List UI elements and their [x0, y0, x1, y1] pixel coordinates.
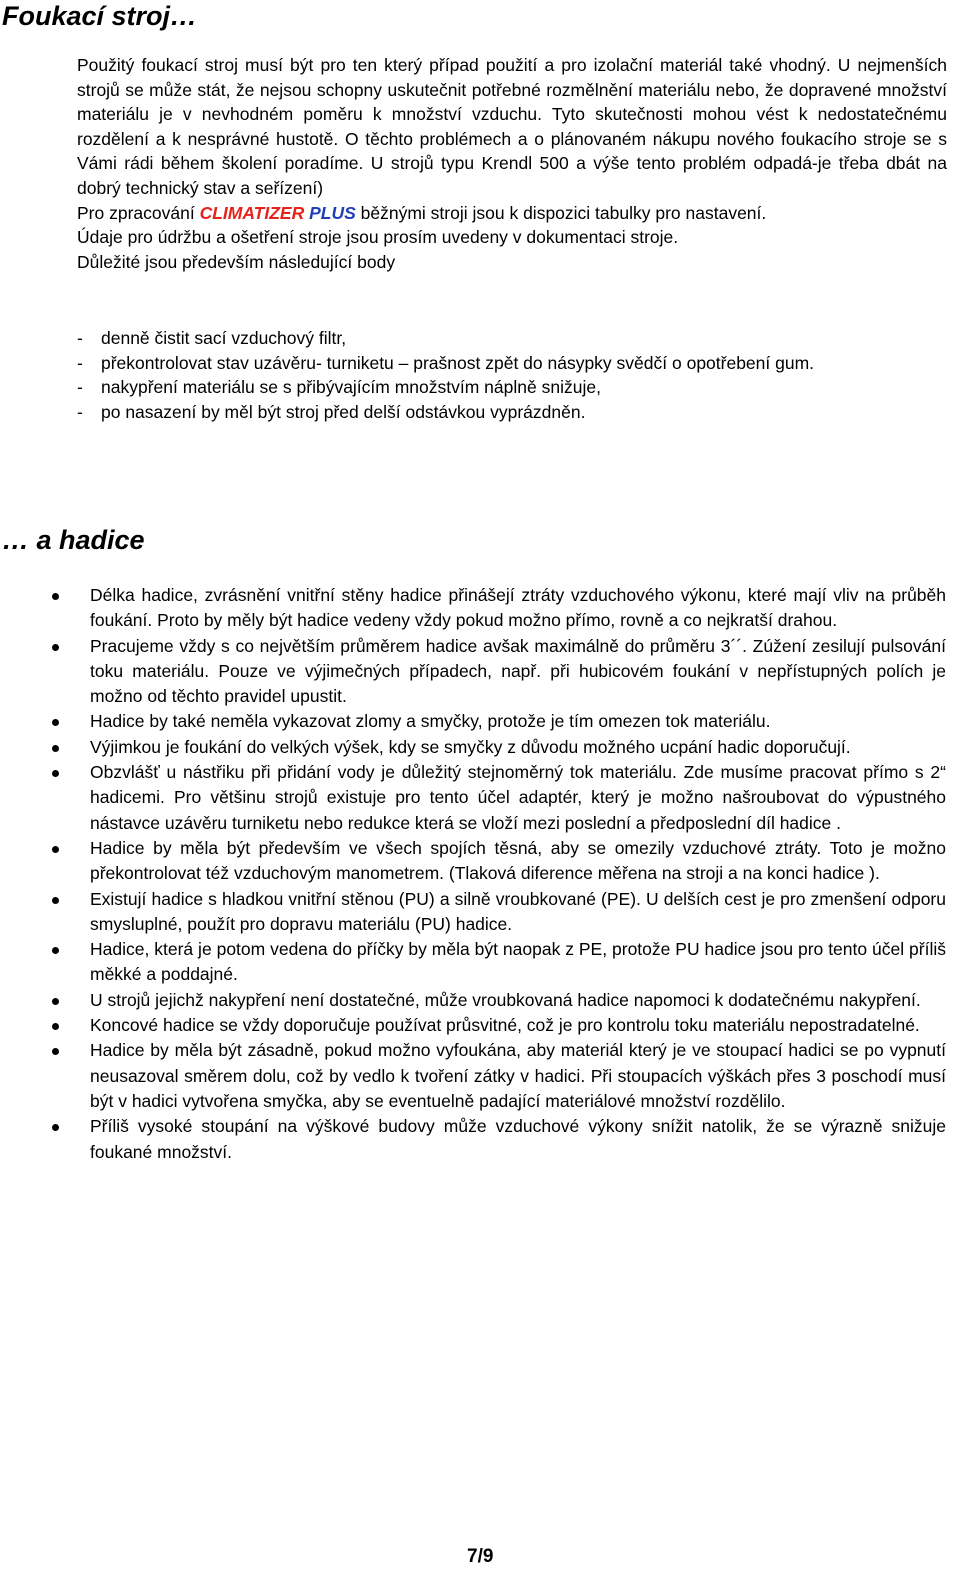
list-item [44, 583, 946, 634]
list-item [44, 760, 946, 836]
bullet-icon [52, 846, 59, 853]
dash-marker: - [77, 401, 83, 422]
list-item [77, 351, 947, 376]
list-item-text: U strojů jejichž nakypření není dostatečné, může vroubkovaná hadice napomoci k dodatečnému nakypření. [90, 989, 921, 1010]
list-item [44, 937, 946, 988]
list-item-text: Pracujeme vždy s co největším průměrem hadice avšak maximálně do průměru 3´´. Zúžení zesilují pulsování toku materiálu. Pouze ve výjimečných případech, např. při hubicovém foukání v nepřístupných polích je možno od těchto pravidel upustit. [90, 635, 946, 707]
intro-text-3: Údaje pro údržbu a ošetření stroje jsou prosím uvedeny v dokumentaci stroje. [77, 227, 679, 248]
bullet-icon [52, 745, 59, 752]
intro-section [77, 53, 947, 274]
key-points-paragraph [77, 250, 947, 275]
list-item-text: Délka hadice, zvrásnění vnitřní stěny hadice přinášejí ztráty vzduchového výkonu, které mají vliv na průběh foukání. Proto by měly být hadice vedeny vždy pokud možno přímo, rovně a co nejkratší drahou. [90, 585, 946, 631]
list-item [77, 375, 947, 400]
list-item [44, 1114, 946, 1165]
bullet-icon [52, 947, 59, 954]
list-item-text: Příliš vysoké stoupání na výškové budovy může vzduchové výkony snížit natolik, že se výrazně snižuje foukané množství. [90, 1116, 946, 1162]
intro-paragraph [77, 53, 947, 201]
brand-name-climatizer: CLIMATIZER [199, 202, 305, 223]
list-item [44, 1038, 946, 1114]
list-item [44, 887, 946, 938]
list-item [77, 400, 947, 425]
maintenance-list [77, 326, 947, 424]
intro-text-4: Důležité jsou především následující body [77, 251, 396, 272]
bullet-icon [52, 1048, 59, 1055]
list-item-text: Hadice by měla být především ve všech spojích těsná, aby se omezily vzduchové ztráty. Toto je možno překontrolovat též vzduchovým manometrem. (Tlaková diference měřena na stroji a na konci hadice ). [90, 837, 946, 884]
maintenance-docs-paragraph [77, 225, 947, 250]
list-item [77, 326, 947, 351]
hose-list [44, 583, 946, 1165]
list-item [44, 988, 946, 1013]
brand-paragraph [77, 201, 947, 226]
list-item [44, 634, 946, 710]
list-item-text: Obzvlášť u nástřiku při přidání vody je důležitý stejnoměrný tok materiálu. Zde musíme pracovat přímo s 2“ hadicemi. Pro většinu strojů existuje pro tento účel adaptér, který je možno našroubovat do výpustného nástavce uzávěru turniketu nebo redukce která se vloží mezi poslední a předposlední díl hadice . [90, 762, 946, 833]
list-item-text: denně čistit sací vzduchový filtr, [101, 328, 347, 348]
bullet-icon [52, 1124, 59, 1131]
list-item [44, 735, 946, 760]
intro-text-2-after: běžnými stroji jsou k dispozici tabulky pro nastavení. [355, 202, 767, 223]
dash-marker: - [77, 377, 83, 398]
bullet-icon [52, 644, 59, 651]
intro-text-1: Použitý foukací stroj musí být pro ten který případ použití a pro izolační materiál také vhodný. U nejmenších strojů se může stát, že nejsou schopny uskutečnit potřebné rozmělnění materiálu nebo, že dopravené množství materiálu je v nevhodném poměru k množství vzduchu. Tyto skutečnosti mohou vést k nedostatečnému rozdělení a k nesprávné hustotě. O těchto problémech a o plánovaném nákupu nového foukacího stroje se s Vámi rádi během školení poradíme. U strojů typu Krendl 500 a výše tento problém odpadá-je třeba dbát na dobrý technický stav a seřízení) [77, 55, 947, 198]
bullet-icon [52, 897, 59, 904]
list-item-text: po nasazení by měl být stroj před delší odstávkou vyprázdněn. [101, 401, 586, 422]
bullet-icon [52, 998, 59, 1005]
bullet-icon [52, 770, 59, 777]
list-item-text: překontrolovat stav uzávěru- turniketu – prašnost zpět do násypky svědčí o opotřebení gum. [101, 352, 815, 373]
list-item [44, 1013, 946, 1038]
list-item-text: Hadice by měla být zásadně, pokud možno vyfoukána, aby materiál který je ve stoupací hadici se po vypnutí neusazoval směrem dolu, což by vedlo k tvoření zátky v hadici. Při stoupacích výškách přes 3 poschodí musí být v hadici vytvořena smyčka, aby se eventuelně padající materiálové množství rozdělilo. [90, 1040, 946, 1111]
list-item-text: Hadice by také neměla vykazovat zlomy a smyčky, protože je tím omezen tok materiálu. [90, 711, 771, 732]
list-item-text: Existují hadice s hladkou vnitřní stěnou (PU) a silně vroubkované (PE). U delších cest je pro zmenšení odporu smysluplné, použít pro dopravu materiálu (PU) hadice. [90, 888, 946, 934]
section-heading-hoses: … a hadice [2, 525, 145, 555]
list-item-text: Koncové hadice se vždy doporučuje používat průsvitné, což je pro kontrolu toku materiálu nepostradatelné. [90, 1015, 920, 1036]
bullet-icon [52, 593, 59, 600]
brand-name-plus: PLUS [309, 202, 356, 223]
bullet-icon [52, 1023, 59, 1030]
dash-marker: - [77, 328, 83, 348]
intro-text-2-before: Pro zpracování [77, 202, 200, 223]
bullet-icon [52, 719, 59, 726]
list-item [44, 836, 946, 887]
list-item-text: nakypření materiálu se s přibývajícím množstvím náplně snižuje, [101, 377, 601, 398]
list-item [44, 709, 946, 734]
page-number: 7/9 [467, 1546, 494, 1567]
dash-marker: - [77, 352, 83, 373]
section-heading-blowing-machine: Foukací stroj… [2, 1, 198, 31]
list-item-text: Hadice, která je potom vedena do příčky by měla být naopak z PE, protože PU hadice jsou pro tento účel příliš měkké a poddajné. [90, 939, 946, 985]
list-item-text: Výjimkou je foukání do velkých výšek, kdy se smyčky z důvodu možného ucpání hadic doporučují. [90, 736, 851, 757]
